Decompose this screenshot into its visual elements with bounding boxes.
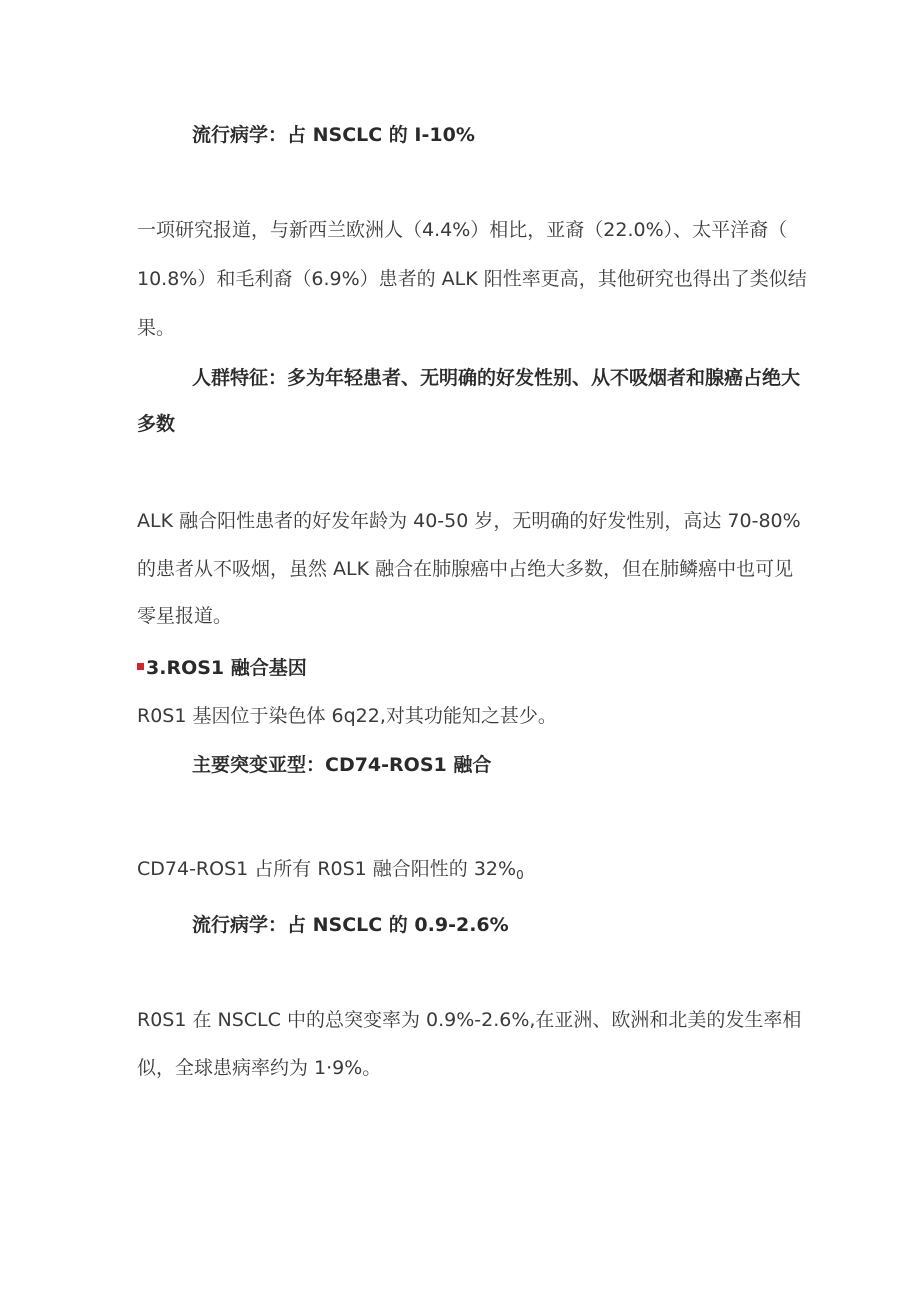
alk-population-line-3: 零星报道。: [137, 605, 233, 627]
alk-population-heading-line-1: 人群特征：多为年轻患者、无明确的好发性别、从不吸烟者和腺癌占绝大: [192, 367, 801, 389]
ros1-epidemiology-line-2: 似，全球患病率约为 1·9%。: [137, 1057, 382, 1079]
alk-epidemiology-line-2: 10.8%）和毛利裔（6.9%）患者的 ALK 阳性率更高，其他研究也得出了类似结: [137, 268, 807, 290]
ros1-section-title: [137, 656, 307, 680]
ros1-subtype-text-suffix: 0: [516, 868, 524, 882]
ros1-epidemiology-heading: 流行病学：占 NSCLC 的 0.9-2.6%: [192, 914, 509, 936]
ros1-subtype-text: [137, 857, 524, 887]
alk-epidemiology-line-1: 一项研究报道，与新西兰欧洲人（4.4%）相比，亚裔（22.0%）、太平洋裔（: [137, 219, 788, 241]
alk-population-line-2: 的患者从不吸烟，虽然 ALK 融合在肺腺癌中占绝大多数，但在肺鳞癌中也可见: [137, 558, 794, 580]
ros1-epidemiology-line-1: R0S1 在 NSCLC 中的总突变率为 0.9%-2.6%,在亚洲、欧洲和北美的发生率相: [137, 1009, 802, 1031]
ros1-intro: R0S1 基因位于染色体 6q22,对其功能知之甚少。: [137, 705, 557, 727]
alk-epidemiology-line-3: 果。: [137, 317, 176, 339]
ros1-subtype-text-main: CD74-ROS1 占所有 R0S1 融合阳性的 32%: [137, 858, 517, 880]
section-marker-icon: [137, 663, 144, 670]
ros1-subtype-heading: 主要突变亚型：CD74-ROS1 融合: [192, 754, 492, 776]
alk-population-line-1: ALK 融合阳性患者的好发年龄为 40-50 岁，无明确的好发性别，高达 70-80%: [137, 510, 801, 532]
ros1-section-title-text: 3.ROS1 融合基因: [146, 657, 307, 679]
alk-population-heading-line-2: 多数: [137, 413, 176, 435]
alk-epidemiology-heading: 流行病学：占 NSCLC 的 I-10%: [192, 124, 475, 146]
